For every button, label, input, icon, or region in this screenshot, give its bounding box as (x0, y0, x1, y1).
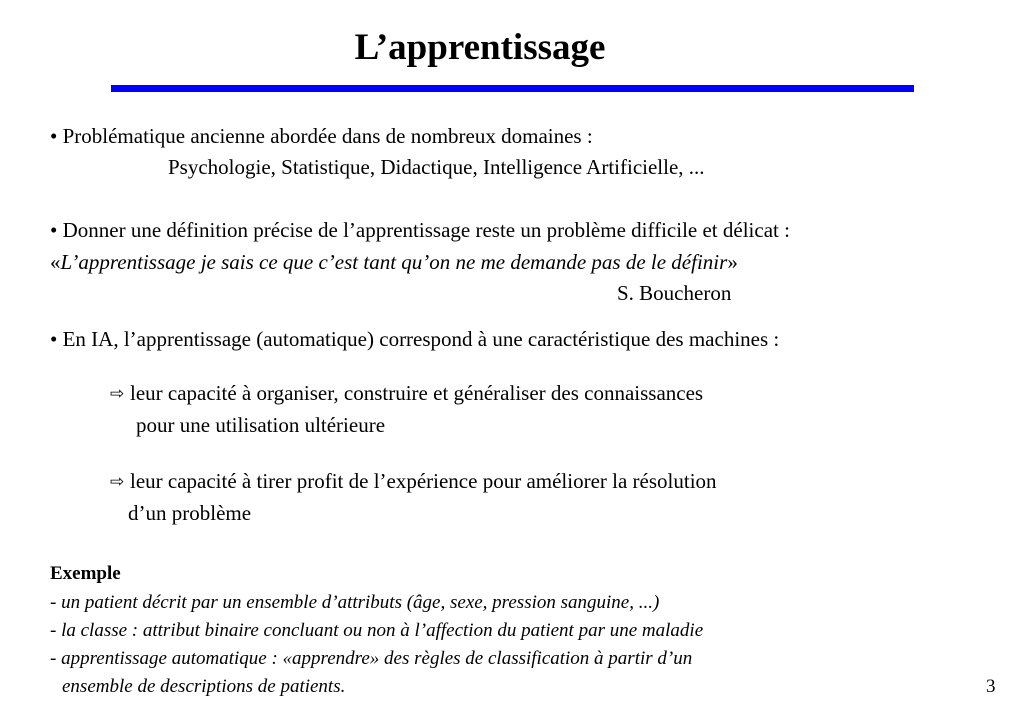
quote-text: L’apprentissage je sais ce que c’est tant qu’on ne me demande pas de le définir (60, 250, 728, 274)
quote-open-mark: « (50, 250, 61, 274)
hollow-right-arrow-icon: ⇨ (110, 384, 125, 404)
sub-point-2-line-2: d’un problème (128, 501, 252, 525)
page-number: 3 (986, 676, 996, 697)
quote-author: S. Boucheron (617, 281, 732, 305)
example-line-2: - la classe : attribut binaire concluant ou non à l’affection du patient par une maladie (50, 620, 704, 641)
quote-close-mark: » (727, 250, 738, 274)
sub-point-2-text: leur capacité à tirer profit de l’expérience pour améliorer la résolution (130, 469, 717, 493)
hollow-right-arrow-icon: ⇨ (110, 472, 125, 492)
example-line-4: ensemble de descriptions de patients. (62, 676, 346, 697)
sub-point-1-line-2: pour une utilisation ultérieure (136, 413, 386, 437)
bullet-3-line-1: • En IA, l’apprentissage (automatique) correspond à une caractéristique des machines : (50, 327, 780, 351)
sub-point-1-text: leur capacité à organiser, construire et généraliser des connaissances (130, 381, 704, 405)
bullet-1-line-1: • Problématique ancienne abordée dans de nombreux domaines : (50, 124, 593, 148)
quote (50, 250, 738, 274)
title-underline (111, 85, 914, 92)
example-line-1: - un patient décrit par un ensemble d’attributs (âge, sexe, pression sanguine, ...) (50, 592, 660, 613)
example-heading: Exemple (50, 563, 121, 584)
example-line-3: - apprentissage automatique : «apprendre» des règles de classification à partir d’un (50, 648, 693, 669)
bullet-2-line-1: • Donner une définition précise de l’apprentissage reste un problème difficile et délicat : (50, 218, 790, 242)
sub-point-1-line-1 (110, 381, 703, 406)
sub-point-2-line-1 (110, 469, 717, 494)
slide-title: L’apprentissage (354, 27, 606, 68)
bullet-1-line-2: Psychologie, Statistique, Didactique, Intelligence Artificielle, ... (168, 155, 705, 179)
